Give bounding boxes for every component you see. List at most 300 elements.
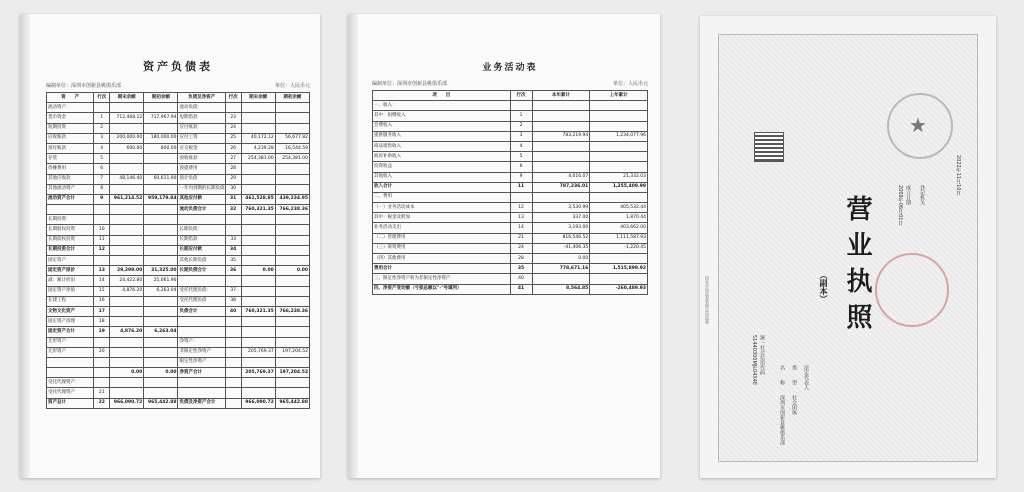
table-cell: 长期投资： [47, 215, 94, 225]
table-cell: 48,146.40 [110, 174, 144, 184]
business-license-page [700, 16, 996, 478]
table-cell: 商品销售收入 [373, 141, 511, 151]
page-binding [348, 14, 358, 478]
table-cell [275, 123, 309, 133]
table-row [373, 121, 648, 131]
table-cell [225, 398, 241, 408]
table-cell [275, 103, 309, 113]
qr-code-icon [755, 133, 783, 161]
table-cell: 28 [225, 164, 241, 174]
table-cell: 收入合计 [373, 182, 511, 192]
table-cell: 限定性净资产 [178, 357, 225, 367]
table-cell: 待摊费用 [47, 164, 94, 174]
table-row [47, 133, 310, 143]
table-cell: 205,769.37 [241, 347, 275, 357]
table-cell [225, 327, 241, 337]
table-cell: 4 [94, 143, 110, 153]
table-cell: 816,546.52 [532, 233, 590, 243]
table-cell [241, 113, 275, 123]
table-cell [275, 337, 309, 347]
table-cell [144, 306, 178, 316]
table-cell [532, 121, 590, 131]
column-header: 资 产 [47, 93, 94, 103]
table-cell [94, 357, 110, 367]
table-cell [241, 235, 275, 245]
table-cell: 0.00 [241, 266, 275, 276]
credit-code: 51440300MJL04X4E [751, 335, 757, 386]
table-cell: 资产总计 [47, 398, 94, 408]
table-row [47, 357, 310, 367]
table-cell: 23 [225, 113, 241, 123]
table-row [47, 276, 310, 286]
table-cell: 3,193.00 [532, 223, 590, 233]
table-cell: 4,876.20 [110, 327, 144, 337]
table-cell: 流动资产： [47, 103, 94, 113]
table-cell: 固定资产清理 [47, 317, 94, 327]
table-cell [590, 152, 648, 162]
table-cell: 783,219.94 [532, 131, 590, 141]
table-cell [110, 184, 144, 194]
table-cell: 1 [94, 113, 110, 123]
table-cell: 其他应付款 [178, 194, 225, 204]
table-cell: 14 [94, 276, 110, 286]
table-row [47, 388, 310, 398]
table-cell [144, 215, 178, 225]
table-cell: 6,263.04 [144, 286, 178, 296]
table-cell: 其他应收款 [47, 174, 94, 184]
table-cell [275, 174, 309, 184]
table-cell: 四、净资产变动额（亏损总额以"-"号填列） [373, 284, 511, 294]
table-cell [178, 378, 225, 388]
table-cell: 在建工程 [47, 296, 94, 306]
table-cell: 货币资金 [47, 113, 94, 123]
table-cell: 787,236.01 [532, 182, 590, 192]
table-cell: 费用合计 [373, 264, 511, 274]
founding-date-label: 成立日期 [905, 185, 911, 205]
table-cell [94, 256, 110, 266]
table-row [47, 225, 310, 235]
table-cell [275, 327, 309, 337]
table-cell [110, 256, 144, 266]
issue-date: 2022年11月10日 [955, 155, 961, 196]
table-cell: 33 [225, 235, 241, 245]
license-footer: 国家市场监督管理总局监制 [705, 276, 710, 324]
table-cell [178, 317, 225, 327]
table-cell [144, 378, 178, 388]
table-cell [241, 174, 275, 184]
table-cell: 24,422.80 [110, 276, 144, 286]
table-cell: 766,238.36 [275, 205, 309, 215]
table-cell [110, 306, 144, 316]
table-cell: 13 [94, 266, 110, 276]
table-row [47, 164, 310, 174]
table-cell [225, 357, 241, 367]
table-cell: 1,870.44 [590, 213, 648, 223]
table-cell: 应付工资 [178, 133, 225, 143]
page-binding [20, 14, 30, 478]
table-row [373, 162, 648, 172]
table-cell: 25 [225, 133, 241, 143]
table-cell [110, 317, 144, 327]
table-cell [225, 337, 241, 347]
table-cell: 34 [225, 245, 241, 255]
table-row [47, 256, 310, 266]
table-row [373, 172, 648, 182]
table-cell [510, 192, 532, 202]
table-cell: 20 [94, 347, 110, 357]
table-cell: 净资产合计 [178, 368, 225, 378]
table-cell: 600.00 [110, 143, 144, 153]
table-cell [275, 164, 309, 174]
table-cell: 965,442.88 [275, 398, 309, 408]
table-cell: （三）筹资费用 [373, 243, 511, 253]
table-row [47, 174, 310, 184]
table-cell: -1,220.45 [590, 243, 648, 253]
table-header-row [373, 91, 648, 101]
table-cell: 56,677.82 [275, 133, 309, 143]
table-cell: 205,769.37 [241, 368, 275, 378]
emblem-seal-icon [887, 93, 953, 159]
table-cell: 短期借款 [178, 113, 225, 123]
table-cell [144, 347, 178, 357]
table-cell [241, 245, 275, 255]
table-cell [47, 357, 94, 367]
table-cell [94, 337, 110, 347]
table-cell: 800.00 [144, 143, 178, 153]
table-cell: 19 [94, 327, 110, 337]
table-cell [94, 378, 110, 388]
table-cell: 1,255,409.99 [590, 182, 648, 192]
table-cell [110, 235, 144, 245]
table-cell [532, 141, 590, 151]
table-cell: 受托代理负债： [178, 286, 225, 296]
table-cell [144, 357, 178, 367]
table-cell [590, 101, 648, 111]
table-cell: 其中：捐赠收入 [373, 111, 511, 121]
table-cell: 17 [94, 306, 110, 316]
table-cell: 固定资产： [47, 256, 94, 266]
table-cell: 投资收益 [373, 162, 511, 172]
table-cell: 21 [94, 388, 110, 398]
table-cell: 25,061.96 [144, 276, 178, 286]
table-cell: 712,468.12 [110, 113, 144, 123]
table-cell: -260,489.93 [590, 284, 648, 294]
table-cell [241, 317, 275, 327]
table-cell: 966,090.72 [110, 398, 144, 408]
table-cell: 26 [225, 143, 241, 153]
table-cell: 180,000.00 [144, 133, 178, 143]
table-cell: 0.00 [275, 266, 309, 276]
column-header: 本年累计 [532, 91, 590, 101]
table-cell: 存货 [47, 154, 94, 164]
table-cell: 13 [510, 213, 532, 223]
table-cell [144, 256, 178, 266]
table-cell: 60,611.90 [144, 174, 178, 184]
table-cell: 1 [510, 111, 532, 121]
table-row [47, 337, 310, 347]
license-name: 深圳市创新县桃俱乐部 [779, 395, 785, 445]
table-cell: 461,528.85 [241, 194, 275, 204]
table-row [373, 243, 648, 253]
table-cell [241, 357, 275, 367]
balance-sheet-org: 编制单位：深圳市创新县桃俱乐部 [46, 83, 122, 89]
table-row [373, 141, 648, 151]
table-cell: 1,234,077.96 [590, 131, 648, 141]
table-row [373, 131, 648, 141]
table-cell: 961,214.52 [110, 194, 144, 204]
table-row [373, 213, 648, 223]
table-cell [110, 296, 144, 306]
balance-sheet-table [46, 92, 310, 409]
table-cell: -41,406.35 [532, 243, 590, 253]
column-header: 负债及净资产 [178, 93, 225, 103]
table-cell [241, 164, 275, 174]
table-cell: 其他长期负债 [178, 256, 225, 266]
founding-date: 2009年06月01日 [897, 185, 903, 226]
column-header: 行次 [510, 91, 532, 101]
table-cell [590, 111, 648, 121]
table-row [373, 111, 648, 121]
table-cell [144, 154, 178, 164]
table-cell: 760,321.35 [241, 306, 275, 316]
table-cell: 405,532.44 [590, 203, 648, 213]
table-row [373, 264, 648, 274]
table-cell [94, 205, 110, 215]
table-cell: 27 [225, 154, 241, 164]
table-cell: 预付账款 [47, 143, 94, 153]
table-cell: 40,172.12 [241, 133, 275, 143]
table-cell: 8,564.85 [532, 284, 590, 294]
license-name-label: 名 称 [779, 365, 785, 385]
table-cell: 政府补助收入 [373, 152, 511, 162]
table-cell: 337.00 [532, 213, 590, 223]
table-cell [225, 317, 241, 327]
table-cell [275, 378, 309, 388]
table-cell: 16,544.59 [275, 143, 309, 153]
table-cell [241, 388, 275, 398]
table-row [373, 101, 648, 111]
table-cell [178, 276, 225, 286]
table-cell: （二）管理费用 [373, 233, 511, 243]
table-cell: 业务活动支出 [373, 223, 511, 233]
registration-authority: 登记机关 [919, 185, 925, 205]
table-cell: 31,325.00 [144, 266, 178, 276]
table-cell: 其他收入 [373, 172, 511, 182]
table-cell [110, 347, 144, 357]
table-cell: 提供服务收入 [373, 131, 511, 141]
column-header: 上年累计 [590, 91, 648, 101]
table-cell [275, 276, 309, 286]
table-cell: 35 [225, 256, 241, 266]
table-cell [532, 274, 590, 284]
table-cell [241, 123, 275, 133]
table-cell: 预计负债 [178, 174, 225, 184]
table-cell: 11 [94, 235, 110, 245]
table-cell: 其他流动资产 [47, 184, 94, 194]
table-cell [275, 215, 309, 225]
table-cell: 其中：税金及附加 [373, 213, 511, 223]
table-cell: 959,179.84 [144, 194, 178, 204]
table-cell [225, 368, 241, 378]
table-row [373, 254, 648, 264]
table-cell: 30 [225, 184, 241, 194]
table-cell: 14 [510, 223, 532, 233]
table-header-row [47, 93, 310, 103]
activity-statement-org: 编制单位：深圳市创新县桃俱乐部 [372, 81, 448, 87]
table-row [47, 245, 310, 255]
table-row [47, 143, 310, 153]
table-row [47, 123, 310, 133]
table-cell: 4,239.28 [241, 143, 275, 153]
table-cell: 会费收入 [373, 121, 511, 131]
table-cell: 41 [510, 284, 532, 294]
table-row [373, 223, 648, 233]
table-cell [110, 357, 144, 367]
table-cell: 流动负债： [178, 103, 225, 113]
table-cell [241, 215, 275, 225]
table-cell: 21,332.03 [590, 172, 648, 182]
table-cell: 二、费用 [373, 192, 511, 202]
table-cell [275, 245, 309, 255]
table-cell: 717,967.94 [144, 113, 178, 123]
table-row [47, 286, 310, 296]
table-cell: 4,876.20 [110, 286, 144, 296]
table-cell: 3 [510, 131, 532, 141]
table-cell: 应收账款 [47, 133, 94, 143]
table-row [47, 184, 310, 194]
activity-statement-page [348, 14, 660, 478]
table-cell [144, 184, 178, 194]
table-cell: 流动负债合计 [178, 205, 225, 215]
activity-statement-unit: 单位：人民币元 [612, 81, 648, 87]
table-cell [275, 235, 309, 245]
table-row [47, 347, 310, 357]
table-cell: 长期负债： [178, 225, 225, 235]
table-row [373, 192, 648, 202]
table-cell: 6 [94, 164, 110, 174]
activity-statement-table [372, 90, 648, 295]
column-header: 期末余额 [110, 93, 144, 103]
table-cell [110, 225, 144, 235]
table-cell: 778,671.16 [532, 264, 590, 274]
table-cell: 固定资产净值 [47, 286, 94, 296]
table-row [47, 398, 310, 408]
official-red-seal-icon [875, 253, 949, 327]
table-cell: 28 [510, 254, 532, 264]
table-cell: 31 [225, 194, 241, 204]
table-cell [275, 357, 309, 367]
table-row [47, 266, 310, 276]
table-cell: 长期股权投资 [47, 225, 94, 235]
table-cell: （一）业务活动成本 [373, 203, 511, 213]
table-cell [144, 103, 178, 113]
table-cell [241, 256, 275, 266]
credit-code-label: 统一社会信用代码 [759, 335, 765, 375]
table-row [47, 103, 310, 113]
table-cell [275, 113, 309, 123]
table-cell [590, 274, 648, 284]
table-cell: 22 [94, 398, 110, 408]
table-cell [225, 347, 241, 357]
table-cell: 24 [510, 243, 532, 253]
table-row [47, 235, 310, 245]
table-cell [241, 296, 275, 306]
table-row [47, 378, 310, 388]
column-header: 期初余额 [144, 93, 178, 103]
table-cell: 三、限定性净资产转为非限定性净资产 [373, 274, 511, 284]
table-cell: 长期负债合计 [178, 266, 225, 276]
star-icon: ★ [909, 113, 927, 137]
table-cell [275, 296, 309, 306]
table-cell: 8 [94, 184, 110, 194]
table-row [373, 284, 648, 294]
table-cell: 1,111,587.93 [590, 233, 648, 243]
table-cell: 4,016.07 [532, 172, 590, 182]
license-title: 营业执照 [842, 195, 872, 339]
table-cell: 40 [225, 306, 241, 316]
table-cell: 200,000.00 [110, 133, 144, 143]
table-cell: 197,204.52 [275, 347, 309, 357]
table-cell: 受托代理资产： [47, 378, 94, 388]
table-cell: 9 [94, 194, 110, 204]
table-cell [241, 225, 275, 235]
table-cell [110, 378, 144, 388]
table-cell: 负债合计 [178, 306, 225, 316]
table-cell [144, 337, 178, 347]
table-cell: 受托代理负债 [178, 296, 225, 306]
license-copy-label: （副本） [819, 271, 829, 303]
table-cell: 760,321.35 [241, 205, 275, 215]
table-cell: 29 [225, 174, 241, 184]
table-cell: 38 [225, 296, 241, 306]
legal-rep-label: 法定代表人 [803, 365, 809, 390]
table-cell [590, 141, 648, 151]
table-cell: 文物文化资产 [47, 306, 94, 316]
table-row [47, 306, 310, 316]
table-row [373, 152, 648, 162]
table-cell [532, 111, 590, 121]
table-cell: 0.00 [532, 254, 590, 264]
table-row [47, 205, 310, 215]
table-cell [532, 162, 590, 172]
table-cell: 197,204.52 [275, 368, 309, 378]
table-row [47, 215, 310, 225]
table-cell: 5 [94, 154, 110, 164]
table-cell: 无形资产 [47, 347, 94, 357]
table-cell [510, 101, 532, 111]
table-cell: 应交税金 [178, 143, 225, 153]
table-cell [225, 225, 241, 235]
table-cell: 12 [94, 245, 110, 255]
table-cell [241, 327, 275, 337]
table-row [47, 296, 310, 306]
table-cell [110, 388, 144, 398]
table-cell: （四）其他费用 [373, 254, 511, 264]
table-cell: 7 [94, 174, 110, 184]
column-header: 项 目 [373, 91, 511, 101]
table-cell: 预收账款 [178, 154, 225, 164]
table-cell: 9 [510, 172, 532, 182]
table-cell [144, 317, 178, 327]
table-cell: 21 [510, 233, 532, 243]
table-cell [590, 121, 648, 131]
table-cell [144, 123, 178, 133]
table-cell: 非限定性净资产 [178, 347, 225, 357]
table-cell: 32 [225, 205, 241, 215]
table-cell [110, 205, 144, 215]
table-cell [94, 103, 110, 113]
table-cell [144, 388, 178, 398]
